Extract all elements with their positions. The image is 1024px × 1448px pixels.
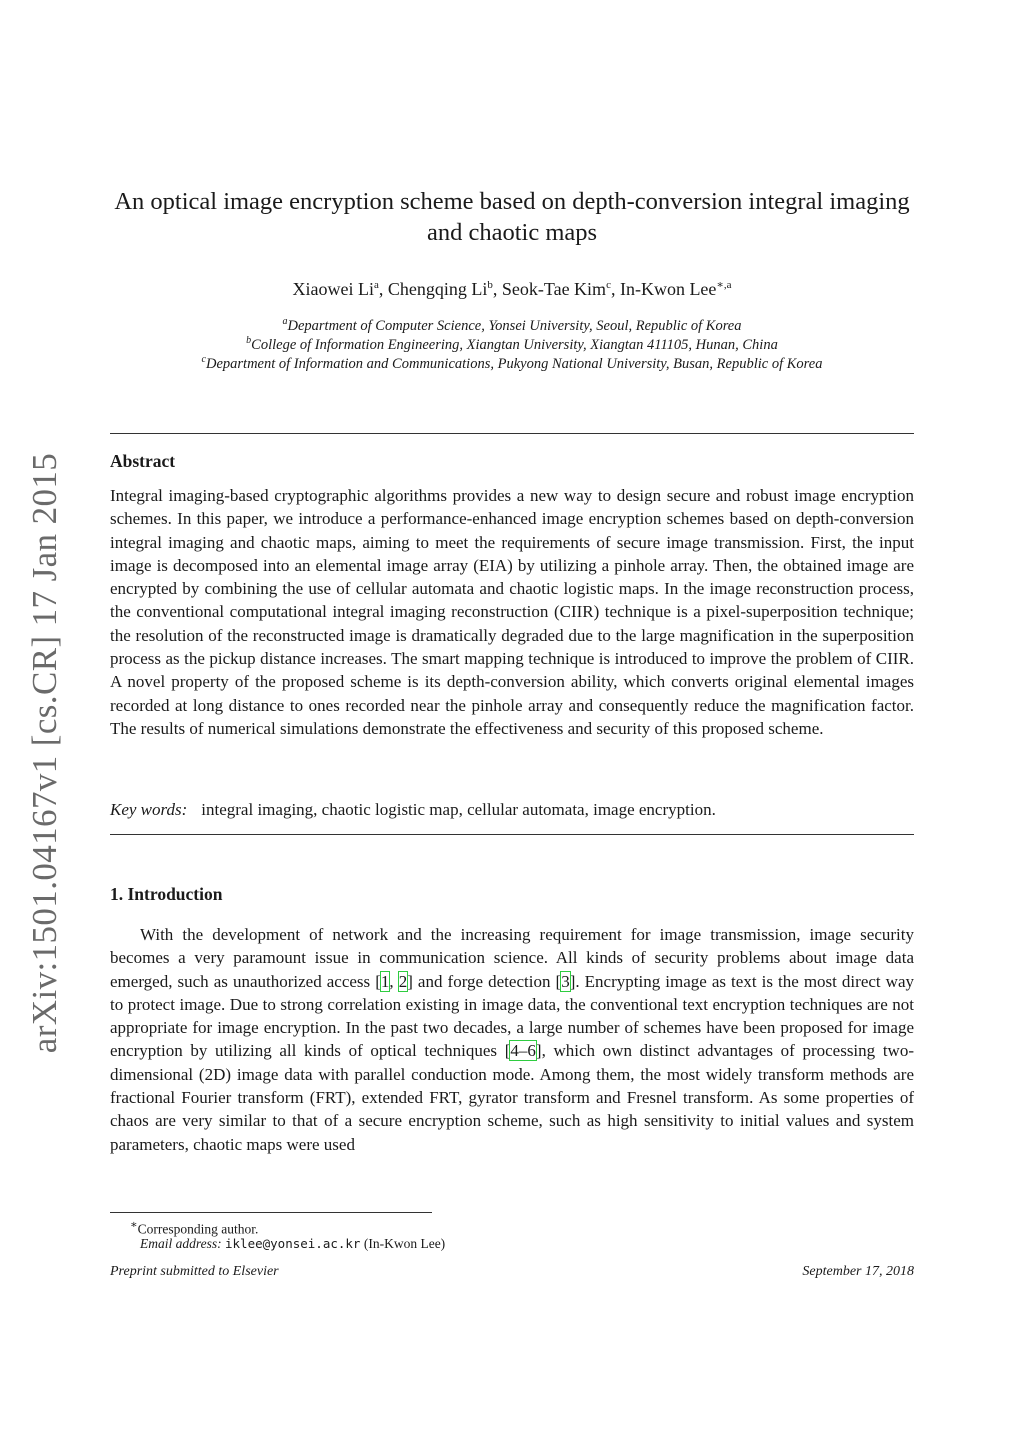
footnote-rule (110, 1212, 432, 1213)
citation-link[interactable]: 2 (398, 971, 408, 991)
author-affil-mark: a (373, 279, 379, 291)
footnote-corresponding: ∗Corresponding author. (130, 1219, 259, 1237)
author-affil-mark: c (606, 279, 611, 291)
abstract-bottom-rule (110, 834, 914, 835)
author-affil-mark: ∗,a (716, 279, 732, 291)
affiliation: $^a$Department of Computer Science, Yonsei University, Seoul, Republic of Korea (282, 316, 742, 334)
introduction-paragraph: With the development of network and the increasing requirement for image transmission, image security becomes a very paramount issue in communication science. All kinds of security problems about image data emerged, such as unauthorized access [1, 2] and forge detection [3]. Encrypting image as text is the most direct way to protect image. Due to strong correlation existing in image data, the conventional text encryption techniques are not appropriate for image encryption. In the past two decades, a large number of schemes have been proposed for image encryption by utilizing all kinds of optical techniques [4–6], which own distinct advantages of processing two-dimensional (2D) image data with parallel conduction mode. Among them, the most widely transform methods are fractional Fourier transform (FRT), extended FRT, gyrator transform and Fresnel transform. As some properties of chaos are very similar to that of a secure encryption scheme, such as high sensitivity to initial values and system parameters, chaotic maps were used (110, 925, 915, 1154)
email-link[interactable]: iklee@yonsei.ac.kr (225, 1236, 361, 1251)
affiliation-list (110, 317, 914, 374)
arxiv-identifier: arXiv:1501.04167v1 [cs.CR] 17 Jan 2015 (25, 452, 64, 1053)
citation-link[interactable]: 1 (380, 971, 390, 991)
footer-date: September 17, 2018 (802, 1264, 914, 1279)
affiliation: $^b$College of Information Engineering, Xiangtan University, Xiangtan 411105, Hunan, China (246, 335, 778, 353)
keywords-text: integral imaging, chaotic logistic map, cellular automata, image encryption. (201, 800, 716, 819)
abstract-heading: Abstract (110, 451, 176, 471)
author-name: Chengqing Li (387, 279, 488, 299)
abstract-top-rule (110, 433, 914, 434)
abstract-body: Integral imaging-based cryptographic algorithms provides a new way to design secure and robust image encryption schemes. In this paper, we introduce a performance-enhanced image encryption schemes based on depth-conversion integral imaging and chaotic maps, aiming to meet the requirements of secure image transmission. First, the input image is decomposed into an elemental image array (EIA) by utilizing a pinhole array. Then, the obtained image are encrypted by combining the use of cellular automata and chaotic logistic maps. In the image reconstruction process, the conventional computational integral imaging reconstruction (CIIR) technique is a pixel-superposition technique; the resolution of the reconstructed image is dramatically degraded due to the large magnification in the superposition process as the pickup distance increases. The smart mapping technique is introduced to improve the problem of CIIR. A novel property of the proposed scheme is its depth-conversion ability, which converts original elemental images recorded at long distance to ones recorded near the pinhole array and consequently reduce the magnification factor. The results of numerical simulations demonstrate the effectiveness and security of this proposed scheme. (110, 486, 914, 738)
author-name: Seok-Tae Kim (501, 279, 607, 299)
author-affil-mark: b (487, 279, 493, 291)
keywords (110, 798, 914, 821)
section-heading-introduction: 1. Introduction (110, 884, 223, 904)
affiliation: $^c$Department of Information and Communications, Pukyong National University, Busan, Republic of Korea (201, 354, 823, 372)
citation-link[interactable]: 4–6 (510, 1041, 536, 1061)
citation-link[interactable]: 3 (561, 971, 570, 991)
paper-title: An optical image encryption scheme based on depth-conversion integral imaging and chaotic maps (114, 188, 910, 246)
page-footer (110, 1264, 914, 1280)
footnote-email: Email address: iklee@yonsei.ac.kr (In-Kwon Lee) (140, 1236, 446, 1251)
keywords-label: Key words: (110, 800, 188, 819)
author-name: In-Kwon Lee (619, 279, 717, 299)
author-list: Xiaowei Li$^a$, Chengqing Li$^b$, Seok-Tae Kim$^c$, In-Kwon Lee$^{∗,a}$ (292, 279, 732, 299)
footer-preprint: Preprint submitted to Elsevier (110, 1264, 279, 1279)
arxiv-sidebar-stamp (2, 452, 88, 1053)
author-name: Xiaowei Li (292, 279, 374, 299)
